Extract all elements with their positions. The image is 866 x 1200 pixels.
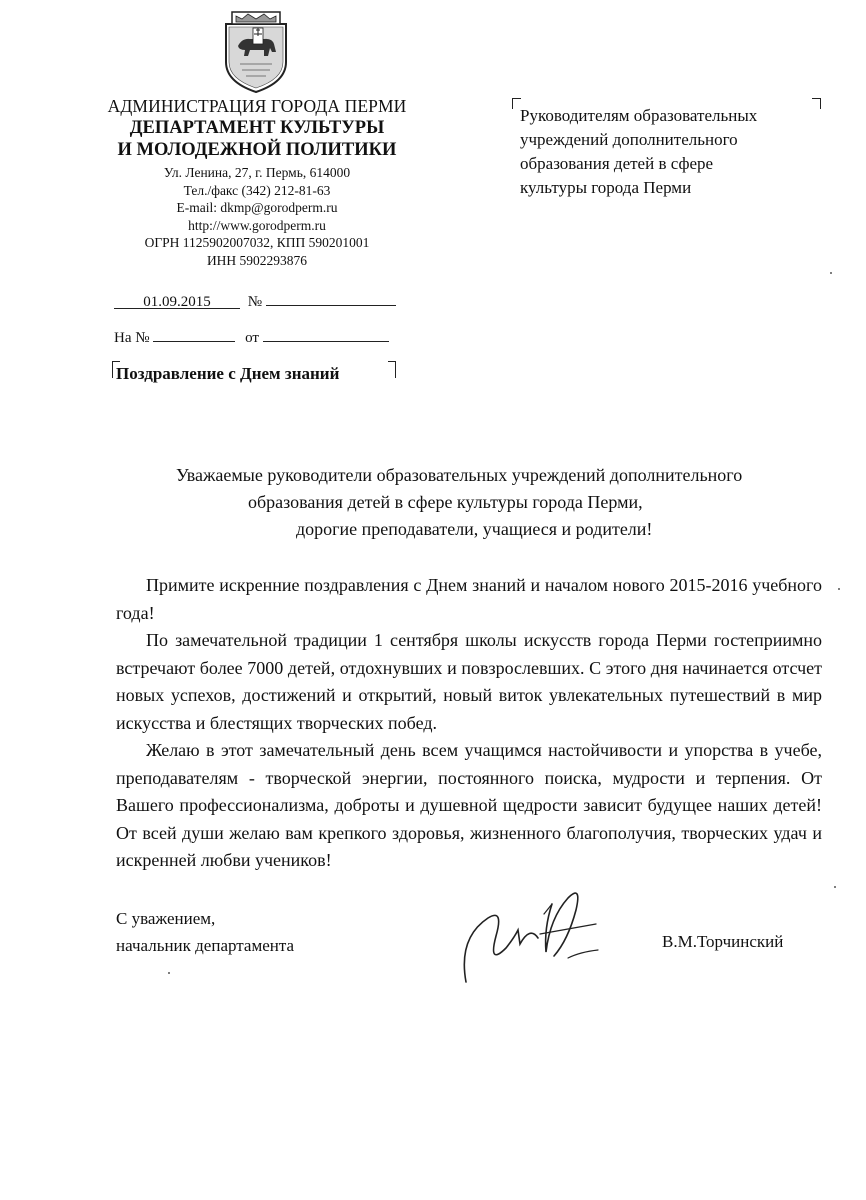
subject-line: Поздравление с Днем знаний bbox=[116, 364, 340, 383]
body-paragraph: Примите искренние поздравления с Днем знаний и началом нового 2015-2016 учебного года! bbox=[116, 575, 822, 623]
email-text: E-mail: dkmp@gorodperm.ru bbox=[176, 200, 338, 216]
phone-text: Тел./факс (342) 212-81-63 bbox=[183, 182, 331, 198]
organization-header bbox=[84, 96, 430, 270]
body-paragraph: По замечательной традиции 1 сентября школы искусств города Перми гостеприимно встречают более 7000 детей, отдохнувших и повзрослевших. С этого дня начинается отсчет новых успехов, достижений и открытий, новый виток увлекательных путешествий в мир искусства и блестящих творческих побед. bbox=[116, 630, 822, 733]
subject-corner-right bbox=[388, 361, 396, 378]
addressee-line: учреждений дополнительного bbox=[520, 130, 738, 149]
scan-speck bbox=[830, 272, 832, 274]
salutation-line: Уважаемые руководители образовательных учреждений дополнительного bbox=[176, 465, 743, 485]
handwritten-signature bbox=[448, 878, 608, 990]
letter-body bbox=[116, 572, 822, 875]
scan-speck bbox=[838, 588, 840, 590]
ogrn-text: ОГРН 1125902007032, КПП 590201001 bbox=[144, 235, 370, 251]
website-text: http://www.gorodperm.ru bbox=[188, 217, 326, 233]
registration-number-blank bbox=[266, 289, 396, 306]
body-paragraph: Желаю в этот замечательный день всем учащимся настойчивости и упорства в учебе, преподавателям - творческой энергии, постоянного поиска, мудрости и терпения. От Вашего профессионализма, доброты и душевной щедрости зависит будущее наших детей! От всей души желаю вам крепкого здоровья, жизненного благополучия, творческих удач и искренней любви учеников! bbox=[116, 740, 822, 870]
administration-name: АДМИНИСТРАЦИЯ ГОРОДА ПЕРМИ bbox=[107, 96, 407, 116]
addressee-block bbox=[520, 104, 820, 200]
reference-date-blank bbox=[263, 325, 389, 342]
scan-speck bbox=[834, 886, 836, 888]
scan-speck bbox=[168, 972, 170, 974]
address-text: Ул. Ленина, 27, г. Пермь, 614000 bbox=[163, 165, 351, 180]
reference-number-blank bbox=[153, 325, 235, 342]
addressee-line: культуры города Перми bbox=[520, 178, 692, 197]
salutation-block bbox=[120, 462, 866, 543]
closing-block bbox=[116, 905, 294, 959]
salutation-line: дорогие преподаватели, учащиеся и родители! bbox=[296, 519, 653, 539]
registration-date: 01.09.2015 bbox=[114, 292, 240, 309]
reference-row bbox=[114, 325, 389, 348]
from-label: от bbox=[245, 330, 259, 346]
addressee-line: образования детей в сфере bbox=[520, 154, 714, 173]
inn-text: ИНН 5902293876 bbox=[206, 252, 308, 268]
signer-name: В.М.Торчинский bbox=[662, 932, 784, 951]
number-label: № bbox=[247, 294, 263, 310]
department-name-line1: ДЕПАРТАМЕНТ КУЛЬТУРЫ bbox=[129, 118, 385, 138]
reference-label: На № bbox=[114, 330, 150, 346]
registration-date-row bbox=[114, 289, 396, 312]
department-name-line2: И МОЛОДЕЖНОЙ ПОЛИТИКИ bbox=[117, 140, 397, 160]
addressee-line: Руководителям образовательных bbox=[520, 106, 758, 125]
signer-position: начальник департамента bbox=[116, 936, 295, 955]
closing-regards: С уважением, bbox=[116, 909, 216, 928]
perm-coat-of-arms-emblem bbox=[220, 8, 292, 94]
salutation-line: образования детей в сфере культуры города Перми, bbox=[248, 492, 643, 512]
